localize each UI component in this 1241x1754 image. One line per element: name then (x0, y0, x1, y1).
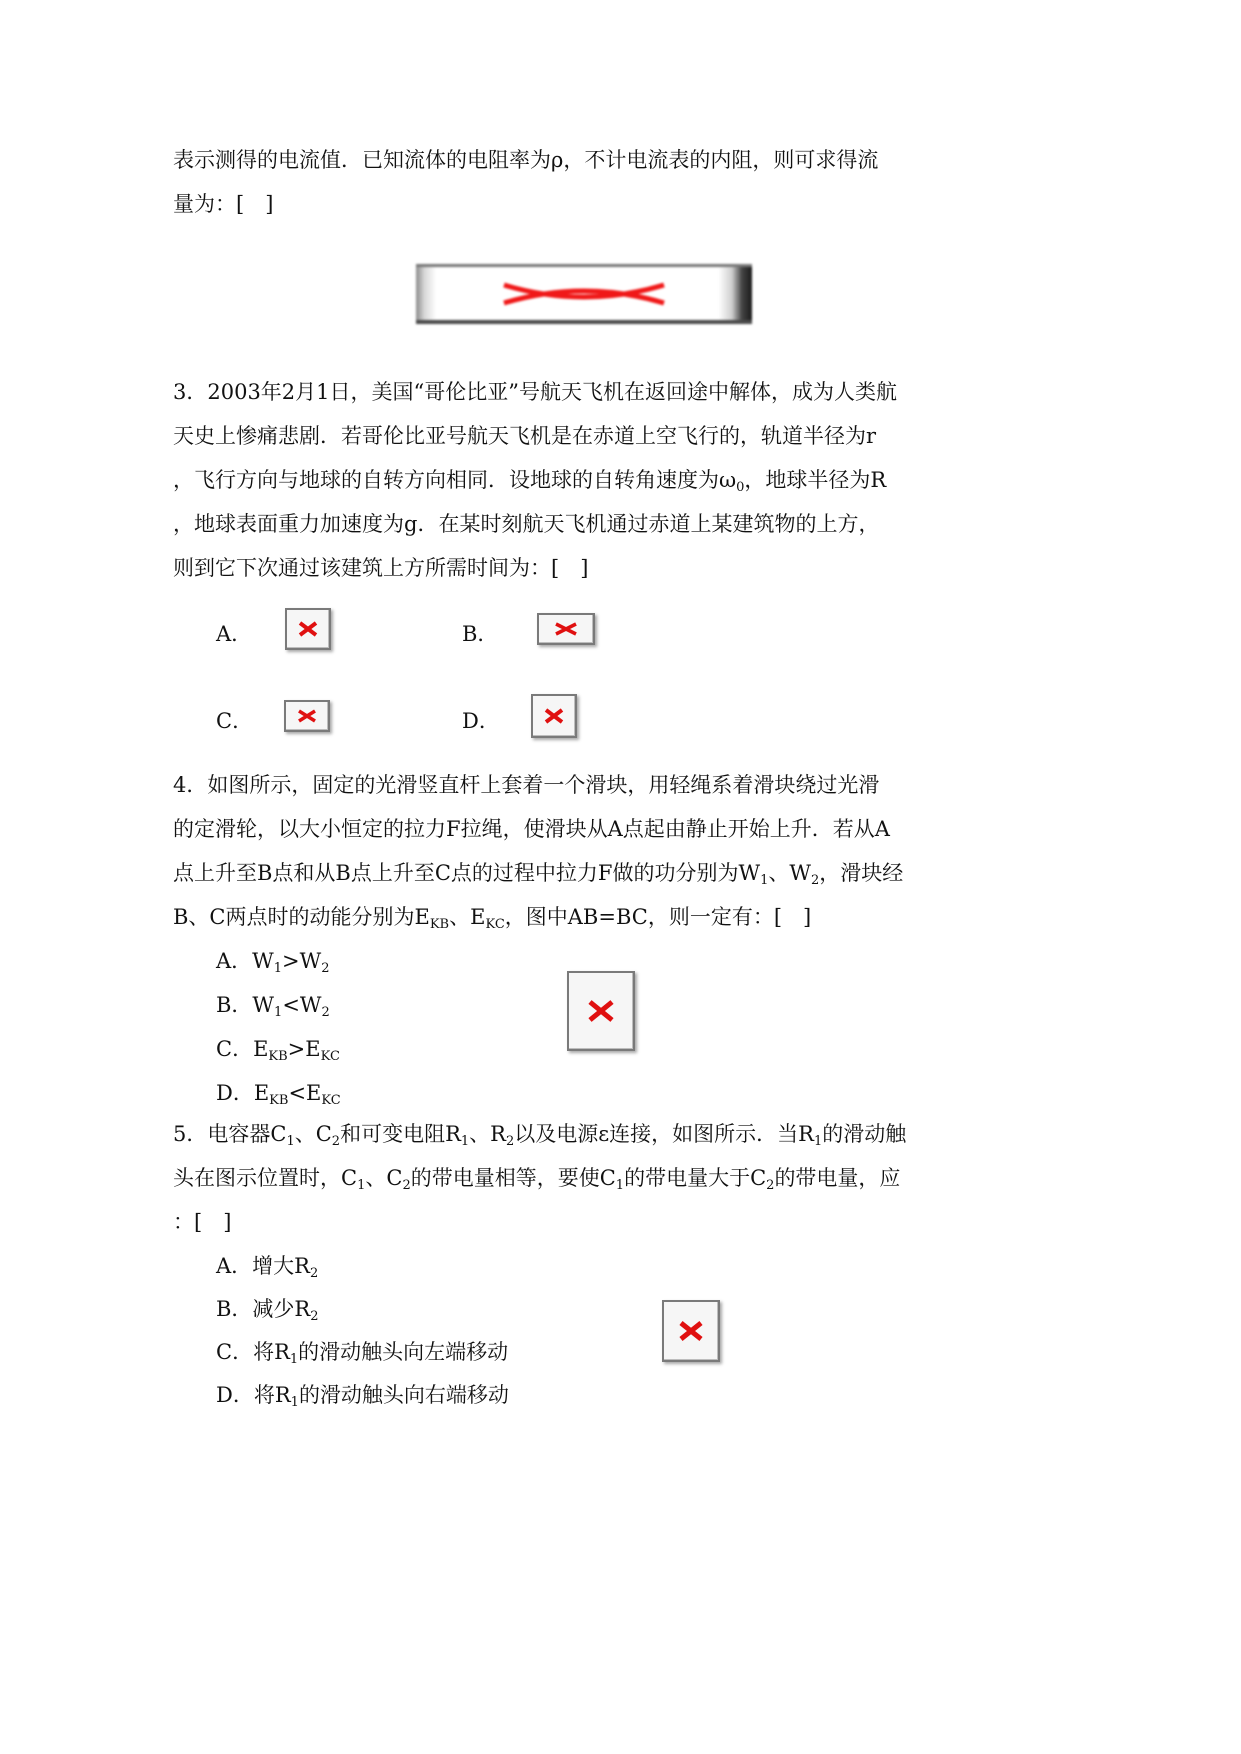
intro-line-2: 量为：[ ] (173, 192, 274, 216)
broken-image-icon (553, 622, 579, 636)
q3-option-d-label: D． (462, 709, 500, 733)
q3-option-b-label: B． (462, 622, 499, 646)
q4-option-c: C．$E_{KB}>E_{KC}$ (216, 1037, 340, 1064)
q5-option-c: C．将$R_1$的滑动触头向左端移动 (216, 1340, 509, 1367)
q3-option-a-label: A． (216, 622, 253, 646)
q3-line-5: 则到它下次通过该建筑上方所需时间为：[ ] (173, 556, 589, 580)
q3-line-1: 3．2003年2月1日，美国“哥伦比亚”号航天飞机在返回途中解体，成为人类航 (173, 380, 897, 404)
q3-option-c-image (284, 700, 330, 732)
q5-option-d: D．将$R_1$的滑动触头向右端移动 (216, 1383, 509, 1410)
q4-figure-image (567, 971, 635, 1051)
q3-line-3: ，飞行方向与地球的自转方向相同．设地球的自转角速度为$\omega_0$，地球半径为R (173, 468, 887, 495)
q5-option-b: B．减少$R_2$ (216, 1297, 319, 1324)
broken-image-icon (499, 279, 669, 309)
broken-image-icon (543, 707, 565, 725)
formula-image-placeholder (416, 264, 752, 324)
broken-image-icon (296, 709, 318, 723)
q3-option-c-label: C． (216, 709, 254, 733)
q4-line-3: 点上升至B点和从B点上升至C点的过程中拉力F做的功分别为$W_1$、$W_2$，滑块经 (173, 861, 904, 888)
q3-option-b-image (537, 613, 595, 645)
q3-option-a-image (285, 608, 331, 650)
q5-option-a: A．增大$R_2$ (216, 1254, 319, 1281)
q5-line-2: 头在图示位置时，$C_1$、$C_2$的带电量相等，要使$C_1$的带电量大于$C_2$的带电量，应 (173, 1166, 901, 1193)
intro-line-1: 表示测得的电流值．已知流体的电阻率为ρ，不计电流表的内阻，则可求得流 (173, 148, 879, 172)
q4-option-d: D．$E_{KB}<E_{KC}$ (216, 1081, 341, 1108)
q4-option-a: A．$W_1>W_2$ (216, 949, 330, 976)
q4-option-b: B．$W_1<W_2$ (216, 993, 330, 1020)
q4-line-1: 4．如图所示，固定的光滑竖直杆上套着一个滑块，用轻绳系着滑块绕过光滑 (173, 773, 880, 797)
q5-line-3: ：[ ] (173, 1210, 232, 1234)
q4-line-2: 的定滑轮，以大小恒定的拉力F拉绳，使滑块从A点起由静止开始上升．若从A (173, 817, 890, 841)
q3-line-2: 天史上惨痛悲剧．若哥伦比亚号航天飞机是在赤道上空飞行的，轨道半径为r (173, 424, 877, 448)
broken-image-icon (297, 620, 319, 638)
q5-figure-image (662, 1300, 720, 1362)
broken-image-icon (677, 1319, 705, 1343)
q3-option-d-image (531, 694, 577, 738)
q4-line-4: B、C两点时的动能分别为$E_{KB}$、$E_{KC}$，图中AB=BC，则一定有：[ ] (173, 905, 812, 932)
q3-line-4: ，地球表面重力加速度为g．在某时刻航天飞机通过赤道上某建筑物的上方， (173, 512, 880, 536)
q5-line-1: 5．电容器$C_1$、$C_2$和可变电阻$R_1$、$R_2$以及电源ε连接，如图所示．当$R_1$的滑动触 (173, 1122, 907, 1149)
broken-image-icon (586, 998, 616, 1024)
